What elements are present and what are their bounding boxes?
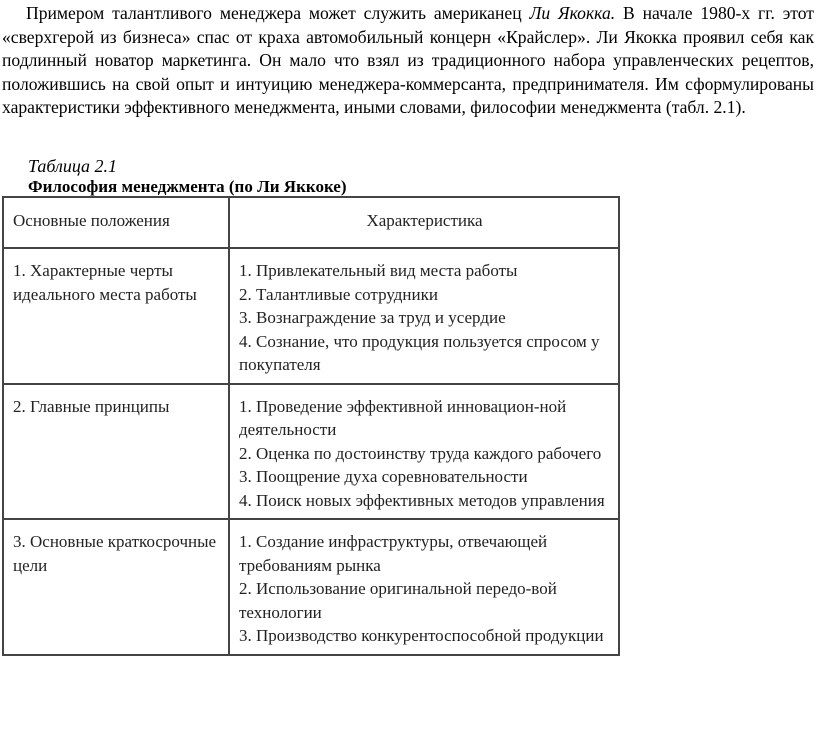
table-caption-label: Таблица 2.1 [28, 156, 118, 176]
position-cell: 2. Главные принципы [3, 384, 229, 520]
characteristic-item: 3. Производство конкурентоспособной продукции [239, 626, 604, 645]
intro-italic-name: Ли Якокка. [529, 3, 616, 23]
intro-text-start: Примером талантливого менеджера может служить американец [26, 3, 530, 23]
characteristic-item: 4. Поиск новых эффективных методов управления [239, 490, 605, 510]
management-philosophy-table [2, 196, 620, 656]
characteristic-item: 2. Оценка по достоинству труда каждого рабочего [239, 443, 602, 463]
characteristic-item: 4. Сознание, что продукция пользуется спросом у покупателя [239, 331, 600, 374]
position-cell: 1. Характерные черты идеального места работы [3, 248, 229, 384]
characteristic-item: 2. Талантливые сотрудники [239, 284, 438, 304]
characteristic-item: 2. Использование оригинальной передо-вой технологии [239, 579, 557, 622]
characteristic-item: 1. Проведение эффективной инновацион-ной деятельности [239, 396, 567, 439]
characteristic-item: 3. Вознаграждение за труд и усердие [239, 308, 506, 327]
table-row [3, 519, 619, 655]
header-cell-positions: Основные положения [3, 197, 229, 248]
table-caption-title: Философия менеджмента (по Ли Яккоке) [28, 177, 347, 196]
characteristic-item: 1. Создание инфраструктуры, отвечающей требованиям рынка [239, 532, 548, 575]
table-row [3, 384, 619, 520]
intro-text-rest: В начале 1980-х гг. этот «сверхгерой из бизнеса» спас от краха автомобильный концерн «Крайслер». Ли Якокка проявил себя как подлинный новатор маркетинга. Он мало что взял из традиционного набора управленческих рецептов, положившись на свой опыт и интуицию менеджера-коммерсанта, предпринимателя. Им сформулированы характеристики эффективного менеджмента, иными словами, философии менеджмента (табл. 2.1). [2, 3, 814, 117]
header-cell-characteristics: Характеристика [229, 197, 619, 248]
intro-paragraph [2, 2, 814, 120]
characteristic-item: 1. Привлекательный вид места работы [239, 261, 518, 280]
table-row [3, 248, 619, 384]
position-cell: 3. Основные краткосрочные цели [3, 519, 229, 655]
characteristics-cell [229, 248, 619, 384]
characteristics-cell [229, 519, 619, 655]
table-header-row [3, 197, 619, 248]
characteristics-cell [229, 384, 619, 520]
characteristic-item: 3. Поощрение духа соревновательности [239, 467, 528, 486]
